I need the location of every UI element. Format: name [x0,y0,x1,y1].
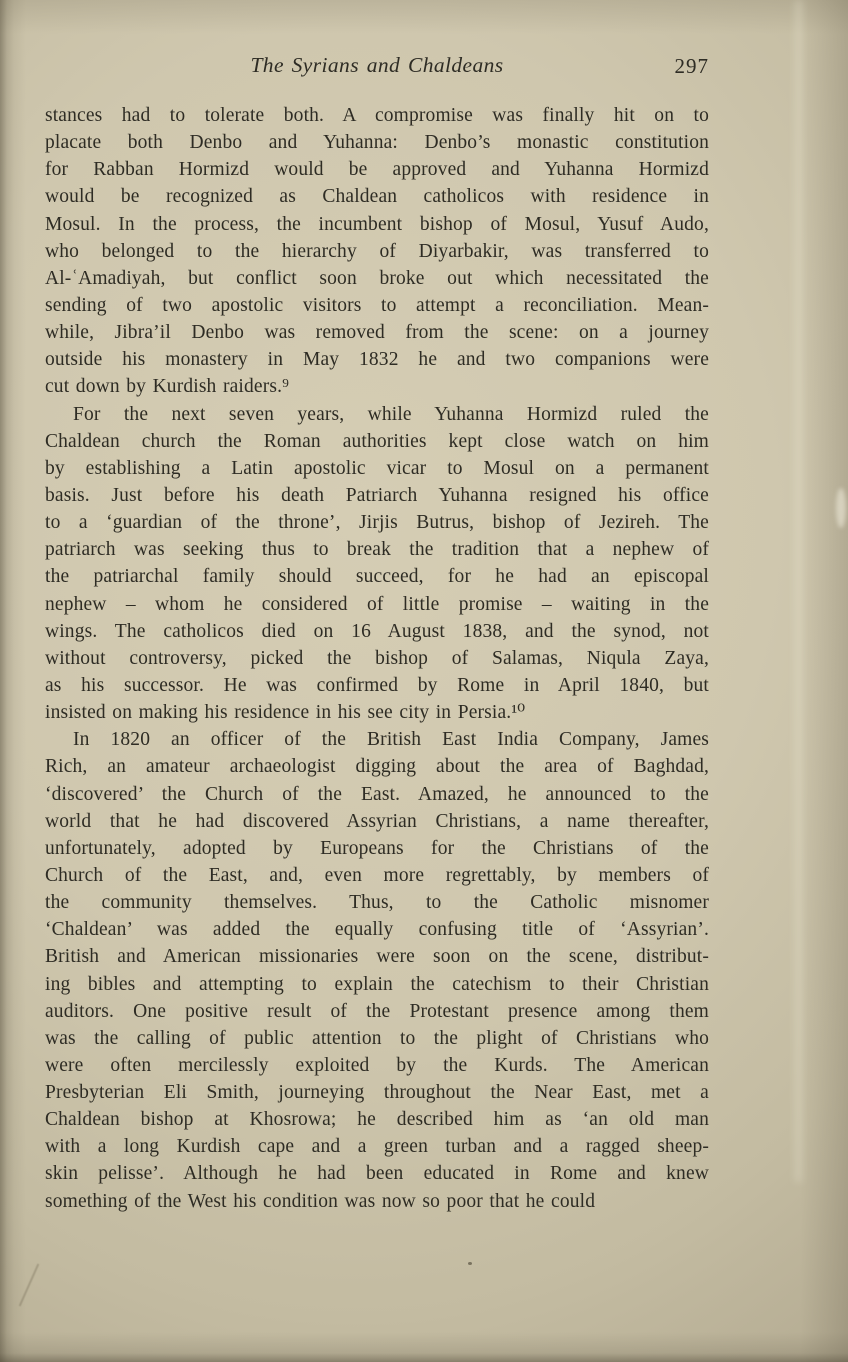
page-right-shadow [800,0,848,1362]
paragraph [45,102,709,401]
text-line: outside his monastery in May 1832 he and two companions were [45,349,709,371]
text-line: For the next seven years, while Yuhanna Hormizd ruled the [73,403,709,425]
text-line: would be recognized as Chaldean catholicos with residence in [45,186,709,208]
text-line: the community themselves. Thus, to the Catholic misnomer [45,892,709,914]
text-line: were often mercilessly exploited by the Kurds. The American [45,1054,709,1076]
page-top-shadow [0,0,848,34]
body-text [45,102,709,1215]
text-line: nephew – whom he considered of little promise – waiting in the [45,593,709,615]
paragraph [45,726,709,1215]
text-line: Presbyterian Eli Smith, journeying throughout the Near East, met a [45,1082,709,1104]
text-line: Chaldean bishop at Khosrowa; he described him as ‘an old man [45,1109,709,1131]
running-header [45,53,709,83]
text-line: ‘discovered’ the Church of the East. Amazed, he announced to the [45,783,709,805]
text-line: placate both Denbo and Yuhanna: Denbo’s monastic constitution [45,132,709,154]
text-line: ing bibles and attempting to explain the catechism to their Christian [45,973,709,995]
text-line: Mosul. In the process, the incumbent bishop of Mosul, Yusuf Audo, [45,213,709,235]
paper-speck [468,1262,472,1265]
text-line: stances had to tolerate both. A compromise was finally hit on to [45,105,709,126]
running-header-title: The Syrians and Chaldeans [250,53,504,77]
text-line: Rich, an amateur archaeologist digging about the area of Baghdad, [45,756,709,778]
paper-scuff [836,488,846,528]
page-gutter-shadow [0,0,26,1362]
text-line: without controversy, picked the bishop of Salamas, Niqula Zaya, [45,647,709,669]
text-line: Chaldean church the Roman authorities kept close watch on him [45,430,709,452]
text-line: something of the West his condition was now so poor that he could [45,1190,596,1212]
text-line: by establishing a Latin apostolic vicar to Mosul on a permanent [45,457,709,479]
text-line: to a ‘guardian of the throne’, Jirjis Butrus, bishop of Jezireh. The [45,512,709,534]
text-line: ‘Chaldean’ was added the equally confusing title of ‘Assyrian’. [45,919,709,941]
page-number: 297 [674,54,709,78]
text-line: Church of the East, and, even more regrettably, by members of [45,864,709,886]
text-line: with a long Kurdish cape and a green turban and a ragged sheep- [45,1136,709,1158]
text-line: the patriarchal family should succeed, for he had an episcopal [45,566,709,588]
text-line: for Rabban Hormizd would be approved and Yuhanna Hormizd [45,159,709,181]
text-line: as his successor. He was confirmed by Rome in April 1840, but [45,674,709,696]
text-line: sending of two apostolic visitors to attempt a reconciliation. Mean- [45,294,709,316]
text-line: basis. Just before his death Patriarch Yuhanna resigned his office [45,484,709,506]
text-line: patriarch was seeking thus to break the tradition that a nephew of [45,539,709,561]
text-line: was the calling of public attention to the plight of Christians who [45,1027,709,1049]
text-line: while, Jibra’il Denbo was removed from the scene: on a journey [45,322,709,344]
text-line: world that he had discovered Assyrian Christians, a name thereafter, [45,810,709,832]
text-line: who belonged to the hierarchy of Diyarbakir, was transferred to [45,240,709,262]
text-line: wings. The catholicos died on 16 August 1838, and the synod, not [45,620,709,642]
paper-crease [795,0,802,1182]
text-line: skin pelisse’. Although he had been educated in Rome and knew [45,1163,709,1185]
text-line: auditors. One positive result of the Protestant presence among them [45,1000,709,1022]
text-line: British and American missionaries were soon on the scene, distribut- [45,946,709,968]
text-line: In 1820 an officer of the British East India Company, James [73,729,709,751]
text-line: unfortunately, adopted by Europeans for the Christians of the [45,837,709,859]
text-line: Al-ʿAmadiyah, but conflict soon broke out which necessitated the [45,267,709,289]
text-line: cut down by Kurdish raiders.⁹ [45,376,290,398]
page-bottom-shadow [0,1332,848,1362]
text-line: insisted on making his residence in his see city in Persia.¹⁰ [45,702,526,724]
paragraph [45,401,709,727]
